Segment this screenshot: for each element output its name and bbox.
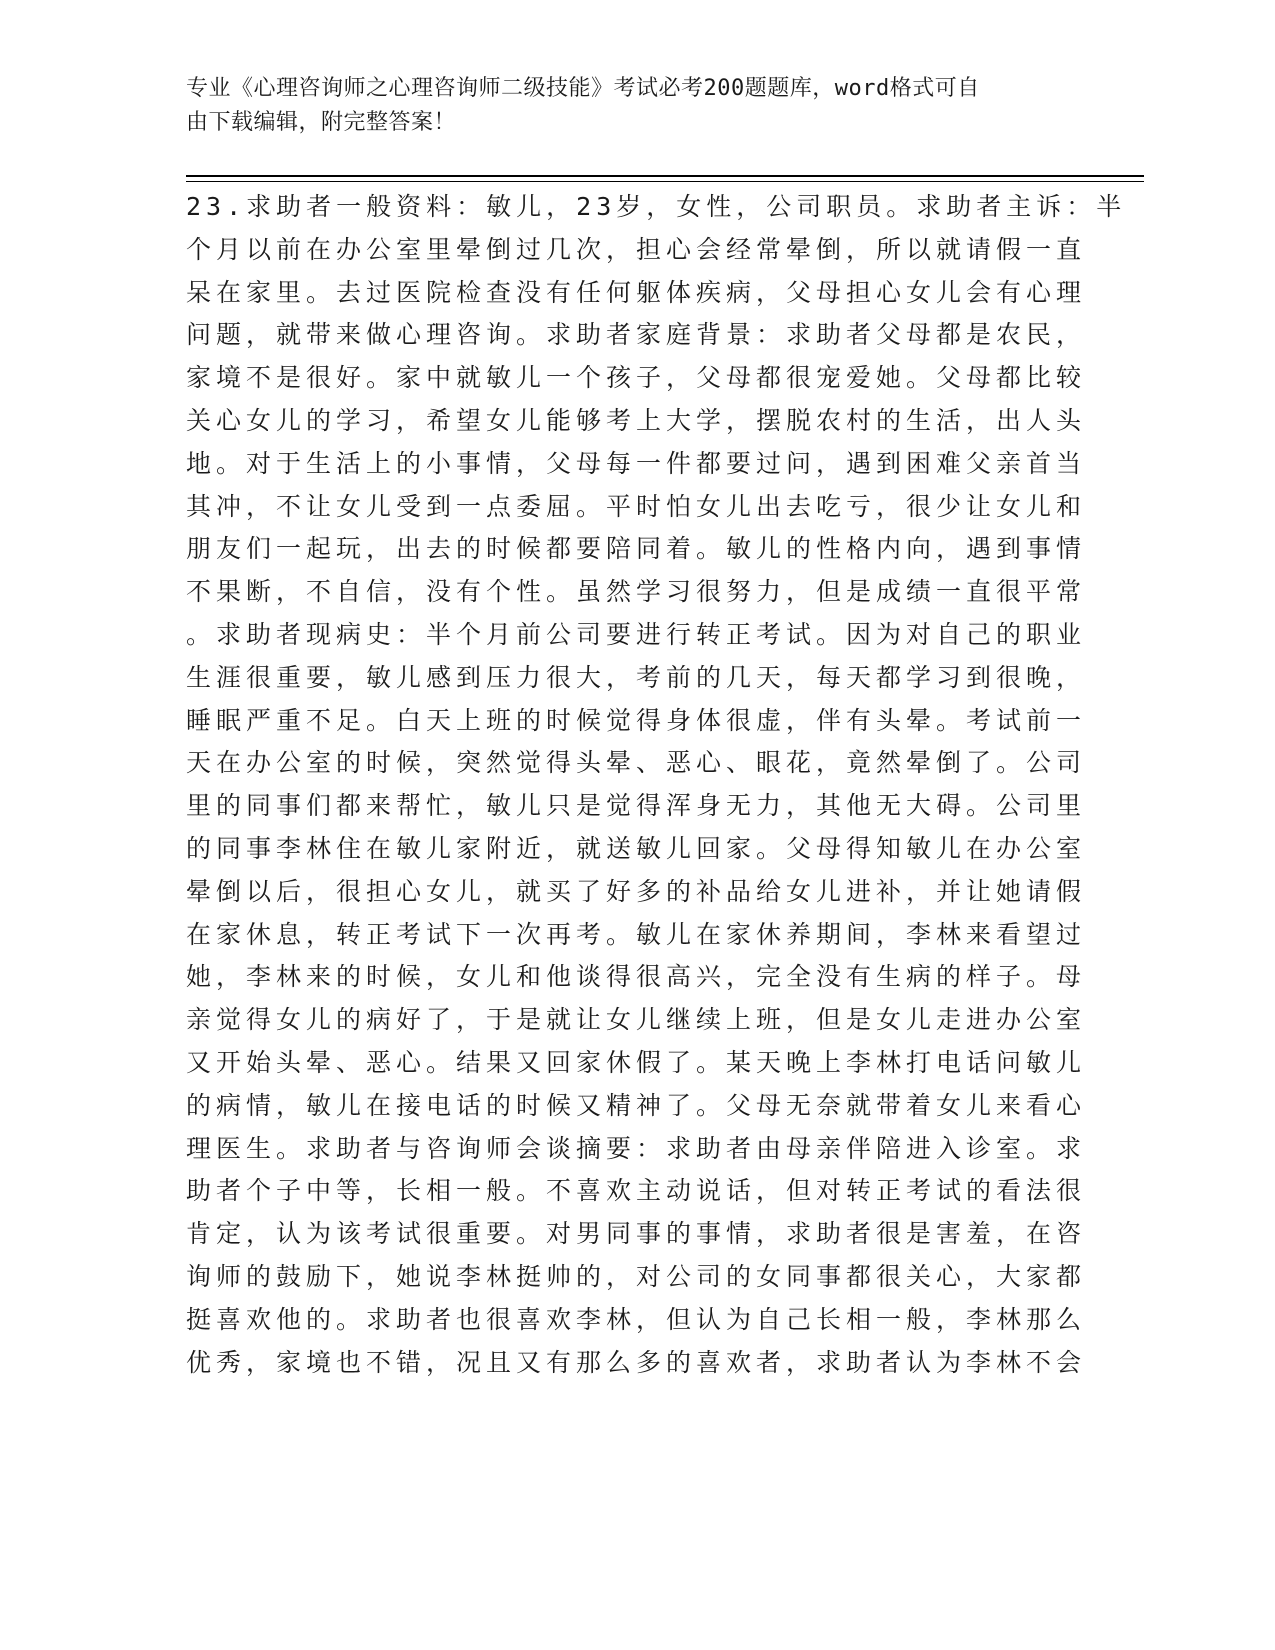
question-line: 。求助者现病史：半个月前公司要进行转正考试。因为对自己的职业: [186, 619, 1087, 649]
question-line: 又开始头晕、恶心。结果又回家休假了。某天晚上李林打电话问敏儿: [186, 1047, 1087, 1077]
question-line: 其冲，不让女儿受到一点委屈。平时怕女儿出去吃亏，很少让女儿和: [186, 491, 1087, 521]
question-line: 在家休息，转正考试下一次再考。敏儿在家休养期间，李林来看望过: [186, 919, 1087, 949]
question-line: 不果断，不自信，没有个性。虽然学习很努力，但是成绩一直很平常: [186, 577, 1087, 607]
question-line: 关心女儿的学习，希望女儿能够考上大学，摆脱农村的生活，出人头: [186, 405, 1087, 435]
question-line: 家境不是很好。家中就敏儿一个孩子，父母都很宠爱她。父母都比较: [186, 363, 1087, 393]
question-body: [186, 186, 1127, 1384]
header-divider-thick: [186, 175, 1144, 177]
question-line: 肯定，认为该考试很重要。对男同事的事情，求助者很是害羞，在咨: [186, 1219, 1087, 1249]
question-line: 呆在家里。去过医院检查没有任何躯体疾病，父母担心女儿会有心理: [186, 277, 1087, 307]
question-line: 睡眠严重不足。白天上班的时候觉得身体很虚，伴有头晕。考试前一: [186, 705, 1087, 735]
header-title-line-2: 由下载编辑，附完整答案！: [186, 110, 457, 135]
question-line: 询师的鼓励下，她说李林挺帅的，对公司的女同事都很关心，大家都: [186, 1261, 1087, 1291]
question-line: 地。对于生活上的小事情，父母每一件都要过问，遇到困难父亲首当: [186, 448, 1087, 478]
question-line: 助者个子中等，长相一般。不喜欢主动说话，但对转正考试的看法很: [186, 1176, 1087, 1206]
header-divider-thin: [186, 181, 1144, 182]
question-line: 的病情，敏儿在接电话的时候又精神了。父母无奈就带着女儿来看心: [186, 1090, 1087, 1120]
question-line: 亲觉得女儿的病好了，于是就让女儿继续上班，但是女儿走进办公室: [186, 1005, 1087, 1035]
question-line: 问题，就带来做心理咨询。求助者家庭背景：求助者父母都是农民，: [186, 320, 1087, 350]
page-header: [186, 72, 1066, 140]
question-line: 她，李林来的时候，女儿和他谈得很高兴，完全没有生病的样子。母: [186, 962, 1087, 992]
question-line: 生涯很重要，敏儿感到压力很大，考前的几天，每天都学习到很晚，: [186, 662, 1087, 692]
header-title-line-1: 专业《心理咨询师之心理咨询师二级技能》考试必考200题题库，word格式可自: [186, 76, 980, 101]
question-line: 里的同事们都来帮忙，敏儿只是觉得浑身无力，其他无大碍。公司里: [186, 791, 1087, 821]
question-line: 理医生。求助者与咨询师会谈摘要：求助者由母亲伴陪进入诊室。求: [186, 1133, 1087, 1163]
question-line: 朋友们一起玩，出去的时候都要陪同着。敏儿的性格内向，遇到事情: [186, 534, 1087, 564]
question-line: 挺喜欢他的。求助者也很喜欢李林，但认为自己长相一般，李林那么: [186, 1304, 1087, 1334]
question-line: 个月以前在办公室里晕倒过几次，担心会经常晕倒，所以就请假一直: [186, 234, 1087, 264]
question-line: 23.求助者一般资料：敏儿，23岁，女性，公司职员。求助者主诉：半: [186, 192, 1127, 221]
question-line: 晕倒以后，很担心女儿，就买了好多的补品给女儿进补，并让她请假: [186, 876, 1087, 906]
question-line: 的同事李林住在敏儿家附近，就送敏儿回家。父母得知敏儿在办公室: [186, 833, 1087, 863]
question-line: 优秀，家境也不错，况且又有那么多的喜欢者，求助者认为李林不会: [186, 1347, 1087, 1377]
question-line: 天在办公室的时候，突然觉得头晕、恶心、眼花，竟然晕倒了。公司: [186, 748, 1087, 778]
